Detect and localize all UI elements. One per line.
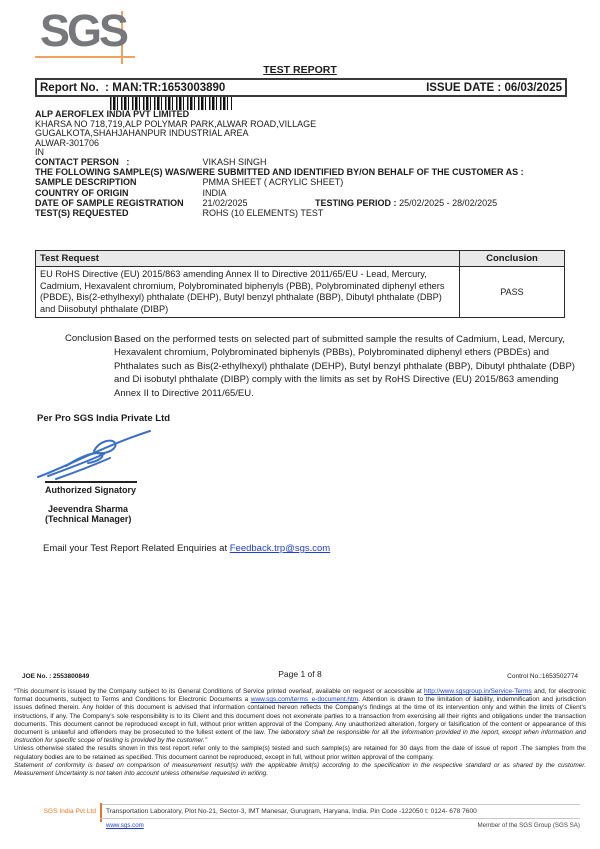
bottom-bar-company: SGS India Pvt Ltd (43, 808, 96, 815)
disclaimer-text: “This document is issued by the Company subject to its General Conditions of Service printed overleaf, available on request or accessible at (14, 688, 425, 695)
testing-period-value: 25/02/2025 - 28/02/2025 (399, 197, 498, 208)
country-of-origin-row (35, 188, 524, 198)
registration-date-row (35, 198, 524, 208)
service-terms-link[interactable]: http://www.sgsgroup.in/Service-Terms (424, 688, 532, 695)
registration-date-value: 21/02/2025 (202, 197, 248, 208)
customer-address-line: ALWAR-301706 (35, 137, 100, 148)
disclaimer-block (14, 688, 586, 778)
customer-address-line: KHARSA NO 718,719,ALP POLYMAR PARK,ALWAR ROAD,VILLAGE (35, 118, 317, 129)
testing-period-label: TESTING PERIOD : (315, 197, 397, 208)
sample-statement: THE FOLLOWING SAMPLE(S) WAS/WERE SUBMITTED AND IDENTIFIED BY/ON BEHALF OF THE CUSTOMER AS : (35, 167, 524, 178)
conclusion-header: Conclusion (460, 251, 565, 267)
conclusion-text: Based on the performed tests on selected part of submitted sample the results of Cadmium, Lead, Mercury, Hexavalent chromium, Polybrominated biphenyls (PBBs), Polybrominated diphenyl ethers (PBDEs) and Phthalates such as Bis(2-ethylhexyl) phthalate (DEHP), Butyl benzyl phthalate (BBP), Dibutyl phthalate (DBP) and Di isobutyl phthalate (DIBP) comply with the limits as set by RoHS Directive (EU) 2015/863 amending Annex II to Directive 2011/65/EU. (114, 334, 575, 399)
enquiry-line (43, 543, 330, 554)
signature-underline (45, 481, 137, 483)
customer-name: ALP AEROFLEX INDIA PVT LIMITED (35, 109, 190, 119)
bottom-bar-address: Transportation Laboratory, Plot No-21, Sector-3, IMT Manesar, Gurugram, Haryana, India. Pin Code -122050 t: 0124- 678 7600 (106, 808, 477, 815)
test-request-header: Test Request (36, 251, 460, 267)
bottom-bar-bottom-rule (100, 818, 580, 819)
disclaimer-text: and, for electronic format documents, subject to Terms and Conditions for Electronic Documents a (14, 688, 586, 704)
disclaimer-text-italic: The laboratory shall be responsible for all the information provided in the report, except when information and instruction for specific scope of testing is provided by the customer.” (14, 729, 587, 745)
control-number: Control No.:1653502774 (507, 673, 578, 680)
tests-requested-row (35, 208, 524, 218)
enquiry-text: Email your Test Report Related Enquiries at (43, 543, 230, 554)
sample-description-row (35, 177, 524, 187)
tests-requested-label: TEST(S) REQUESTED (35, 208, 129, 219)
conclusion-value: PASS (460, 267, 565, 318)
disclaimer-text-italic: Statement of conformity is based on comparison of measurement result(s) with the applicable limit(s) according to the specification in the respective standard or as shared by the customer. Measurement Uncertainty is not taken into account unless otherwise requested in writing. (14, 761, 586, 778)
joe-number: JOE No. : 2553800849 (22, 673, 90, 680)
bottom-bar-orange-divider (100, 803, 102, 822)
report-number: Report No. : MAN:TR:1653003890 (40, 81, 226, 94)
contact-person-value: VIKASH SINGH (202, 157, 267, 167)
customer-address-block (35, 110, 316, 158)
table-row (36, 267, 565, 318)
bottom-bar-top-rule (100, 804, 580, 805)
sample-info-block (35, 157, 524, 218)
sample-description-label: SAMPLE DESCRIPTION (35, 177, 137, 188)
contact-person-row (35, 157, 524, 167)
e-document-link[interactable]: www.sgs.com/terms_e-document.htm (250, 696, 359, 704)
signatory-title: (Technical Manager) (45, 514, 132, 524)
sgs-logo: SGS (40, 5, 127, 56)
signatory-name: Jeevendra Sharma (48, 504, 129, 514)
per-pro-company: Per Pro SGS India Private Ltd (37, 413, 171, 424)
customer-address-line: GUGALKOTA,SHAHJAHANPUR INDUSTRIAL AREA (35, 128, 249, 139)
feedback-email-link[interactable]: Feedback.trp@sgs.com (229, 543, 331, 554)
disclaimer-text: . Attention is drawn to the limitation of liability, indemnification and jurisdiction issues defined therein. Any holder of this document is advised that information contained hereon reflects the Company’s findings at the time of its intervention only and within the limits of Client’s instructions, if any. The Company’s sole responsibility is to its Client and this document does not exonerate parties to a transaction from exercising all their rights and obligations under the transaction documents. This document cannot be reproduced except in full, without prior written approval of the Company. Any unauthorized alteration, forgery or falsification of the content or appearance of this document is unlawful and offenders may be prosecuted to the fullest extent of the law. (14, 696, 586, 737)
sample-description-value: PMMA SHEET ( ACRYLIC SHEET) (202, 177, 344, 188)
sgs-group-membership: Member of the SGS Group (SGS SA) (477, 822, 580, 829)
registration-date-label: DATE OF SAMPLE REGISTRATION (35, 197, 184, 208)
authorized-signatory-label: Authorized Signatory (45, 485, 137, 495)
table-header-row (36, 251, 565, 267)
conclusion-label: Conclusion : (65, 333, 118, 344)
tests-requested-value: ROHS (10 ELEMENTS) TEST (202, 208, 324, 219)
issue-date: ISSUE DATE : 06/03/2025 (426, 81, 562, 94)
logo-crosshair-hline (35, 56, 135, 58)
contact-person-label: CONTACT PERSON : (35, 157, 130, 167)
disclaimer-text: Unless otherwise stated the results shown in this test report refer only to the sample(s) tested and such sample(s) are retained for 30 days from the date of issue of report .The samples from the regulatory bodies are to be retained as specified. This document cannot be reproduced, except in full, without prior written approval of the company. (14, 745, 586, 761)
test-request-text: EU RoHS Directive (EU) 2015/863 amending Annex II to Directive 2011/65/EU - Lead, Mercury, Cadmium, Hexavalent chromium, Polybrominated biphenyls (PBB), Polybrominated diphenyl ethers (PBDE), Bis(2-ethylhexyl) phthalate (DEHP), Butyl benzyl phthalate (BBP), Dibutyl phthalate (DBP) and Diisobutyl phthalate (DIBP) (36, 267, 460, 318)
country-of-origin-label: COUNTRY OF ORIGIN (35, 187, 129, 198)
customer-address-line: IN (35, 147, 44, 158)
page-title: TEST REPORT (263, 64, 337, 76)
country-of-origin-value: INDIA (202, 187, 227, 198)
signature-scribble (36, 427, 156, 487)
page-number: Page 1 of 8 (278, 669, 322, 679)
report-number-box (35, 78, 567, 97)
test-request-table (35, 250, 565, 318)
sgs-website-link[interactable]: www.sgs.com (106, 822, 144, 829)
